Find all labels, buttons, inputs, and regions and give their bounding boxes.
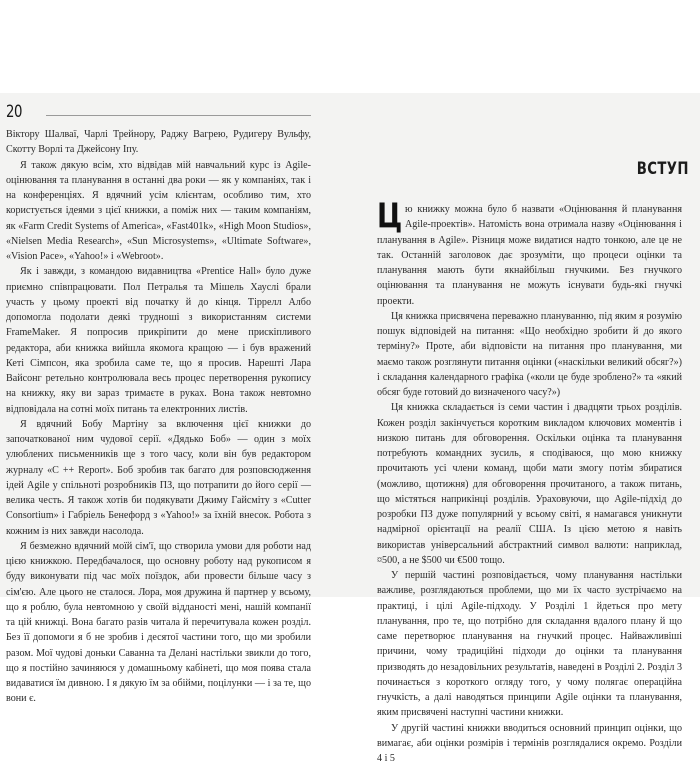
header-rule — [46, 115, 311, 116]
paragraph: Ця книжка складається із семи частин і двадцяти трьох розділів. Кожен розділ закінчується коротким викладом ключових моментів і низкою питань для обговорення. Оскільки оцінка та планування потребують командних зусиль, я сподіваюся, що мою книжку прочитають усі члени команд, щоби мати змогу потім збиратися (можливо, щотижня) для обговорення прочитаного, а також питань, що містяться наприкінці розділів. Ураховуючи, що Agile-підхід до розробки ПЗ дуже популярний у всьому світі, я намагався уникнути надмірної орієнтації на реалії США. Із цією метою я навіть використав універсальний абстрактний символ валюти: наприклад, ¤500, а не $500 чи €500 тощо. — [377, 400, 682, 568]
paragraph: У першій частині розповідається, чому планування настільки важливе, розглядаються проблеми, що ми їх часто зустрічаємо на практиці, і цілі Agile-підходу. У Розділі 1 йдеться про мету планування, про те, що потрібно для складання вдалого плану й що саме перетворює планування на гнучкий процес. Найважливіші причини, чому традиційні підходи до оцінки та планування призводять до незадовільних результатів, наведені в Розділі 2. Розділ 3 починається з короткого огляду того, у чому полягає операційна гнучкість, а далі наводяться принципи Agile оцінки та планування, яким присвячені наступні частини книжки. — [377, 568, 682, 721]
left-page-body — [6, 127, 311, 707]
paragraph: Віктору Шалваї, Чарлі Трейнору, Раджу Вагрею, Рудигеру Вульфу, Скотту Ворлі та Джейсону Іпу. — [6, 127, 311, 158]
book-spread — [0, 93, 700, 597]
right-page-body — [377, 202, 682, 766]
first-paragraph-text: ю книжку можна було б назвати «Оцінювання й планування Agile-проектів». Натомість вона отримала назву «Оцінювання і планування в Agile». Різниця може видатися надто тонкою, але це не так. Останній заголовок дає зрозуміти, що процеси оцінки та планування мають бути якнайбільш гнучкими. Без гнучкого оцінювання та планування не можуть існувати будь-які гнучкі проекти. — [377, 204, 682, 307]
page-number: 20 — [6, 102, 22, 122]
right-page — [350, 93, 700, 597]
paragraph: Я вдячний Бобу Мартіну за включення цієї книжки до започаткованої ним чудової серії. «Дядько Боб» — один з моїх улюблених письменників ще з того часу, коли він був редактором журналу «C ++ Report». Боб зробив так багато для розповсюдження ідей Agile у спільноті розробників ПЗ, що потрапити до його серії — велика честь. Я також хотів би подякувати Джиму Гайсміту з «Cutter Consortium» і Габріель Бенефорд з «Yahoo!» за їхній внесок. Робота з кожним із них завжди насолода. — [6, 417, 311, 539]
running-head — [6, 102, 311, 126]
paragraph: Ця книжка присвячена переважно плануванню, під яким я розумію пошук відповідей на питання: «Що необхідно зробити й до якого терміну?» Проте, аби відповісти на питання про планування, ми маємо також розглянути питання оцінки («наскільки великий обсяг?») і складання календарного графіка («коли це буде зроблено?» та «який обсяг буде готовий до визначеного часу?») — [377, 309, 682, 401]
paragraph: У другій частині книжки вводиться основний принцип оцінки, що вимагає, аби оцінки розмірів і термінів розглядалися окремо. Розділи 4 і 5 — [377, 721, 682, 766]
left-page — [0, 93, 350, 597]
paragraph: Я безмежно вдячний моїй сім'ї, що створила умови для роботи над цією книжкою. Передбачалося, що основну роботу над рукописом я буду виконувати під час моїх поїздок, аби провести більше часу з сім'єю. Але цього не сталося. Лора, моя дружина й партнер у всьому, що я роблю, була невтомною у своїй відданості мені, нашій компанії та цій книжці. Вона багато разів читала й перечитувала кожен розділ. Без її допомоги я б не зробив і десятої частини того, що ми зробили разом. Мої чудові доньки Саванна та Делані настільки звикли до того, що я постійно зачиняюся у домашньому кабінеті, що моя поява стала видаватися їм дивною. І я дякую їм за обійми, поцілунки — і за те, що вони є. — [6, 539, 311, 707]
paragraph: Я також дякую всім, хто відвідав мій навчальний курс із Agile-оцінювання та планування в останні два роки — як у компаніях, так і на конференціях. Я вдячний усім клієнтам, особливо тим, хто користується ідеями з цієї книжки, а поміж них — таким компаніям, як «Farm Credit Systems of America», «Fast401k», «High Moon Studios», «Nielsen Media Research», «Sun Microsystems», «Ultimate Software», «Vision Pace», «Yahoo!» і «Webroot». — [6, 158, 311, 265]
chapter-title: ВСТУП — [637, 159, 689, 179]
paragraph: Як і завжди, з командою видавництва «Prentice Hall» було дуже приємно співпрацювати. Пол Петралья та Мішель Хауслі брали участь у цьому проекті від початку й до кінця. Тіррелл Албо допомогла подолати деякі трудноші з використанням системи FrameMaker. Я попросив прикріпити до мене прискіпливого редактора, аби книжка вийшла якомога кращою — і був вражений Кеті Сімпсон, яка зробила саме те, що я просив. Нарешті Лара Вайсонг ретельно контролювала весь процес перетворення рукопису на книжку, яку ви зараз тримаєте в руках. Вона також невтомно відповідала на сотні моїх питань та електронних листів. — [6, 264, 311, 417]
drop-cap: Ц — [377, 203, 396, 230]
first-paragraph — [377, 202, 682, 309]
